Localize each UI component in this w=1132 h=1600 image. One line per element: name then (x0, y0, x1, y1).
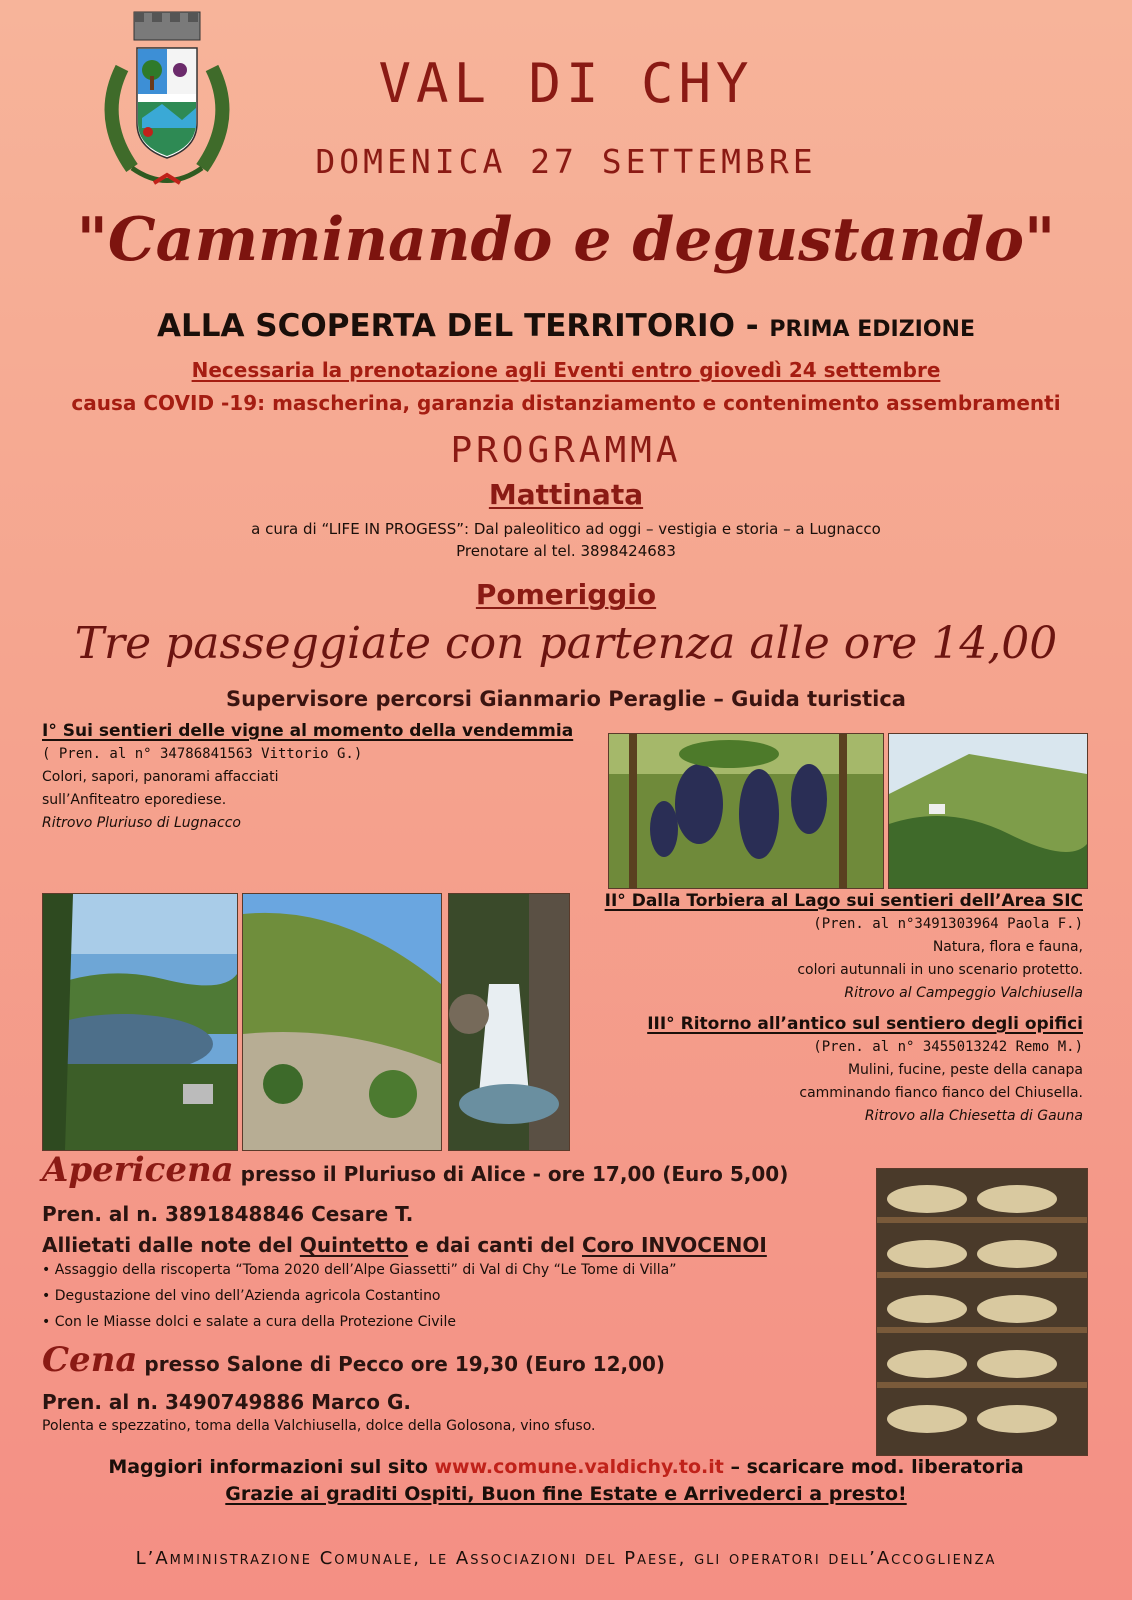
apericena-bullet-1: • Assaggio della riscoperta “Toma 2020 dell’Alpe Giassetti” di Val di Chy “Le Tome di Villa” (42, 1262, 677, 1278)
morning-booking: Prenotare al tel. 3898424683 (456, 542, 676, 560)
walk-3 (560, 1013, 1083, 1128)
walk-1 (42, 720, 602, 835)
afternoon-headline: Tre passeggiate con partenza alle ore 14,00 (74, 618, 1058, 669)
subtitle-edition: PRIMA EDIZIONE (769, 317, 975, 342)
grapes-photo (608, 733, 884, 889)
walk-3-title: III° Ritorno all’antico sul sentiero degli opifici (647, 1014, 1083, 1034)
thanks-line: Grazie ai graditi Ospiti, Buon fine Estate e Arrivederci a presto! (225, 1483, 907, 1505)
walk-2-booking: (Pren. al n°3491303964 Paola F.) (813, 916, 1083, 932)
walk-1-booking: ( Pren. al n° 34786841563 Vittorio G.) (42, 746, 363, 762)
cena-menu: Polenta e spezzatino, toma della Valchiusella, dolce della Golosona, vino sfuso. (42, 1418, 596, 1434)
programme-heading: PROGRAMMA (450, 430, 682, 471)
more-info: Maggiori informazioni sul sito www.comune.valdichy.to.it – scaricare mod. liberatoria (108, 1456, 1024, 1478)
walk-1-desc-2: sull’Anfiteatro eporediese. (42, 792, 227, 808)
event-title: VAL DI CHY (378, 52, 754, 115)
walk-3-desc-2: camminando fianco fianco del Chiusella. (799, 1085, 1083, 1101)
website-link[interactable]: www.comune.valdichy.to.it (434, 1456, 724, 1478)
hillside-photo (242, 893, 442, 1151)
apericena-music: Allietati dalle note del Quintetto e dai canti del Coro INVOCENOI (42, 1233, 767, 1257)
footer-credits: L’Amministrazione Comunale, le Associazioni del Paese, gli operatori dell’Accoglienza (135, 1548, 997, 1569)
event-date: DOMENICA 27 SETTEMBRE (315, 142, 817, 181)
event-subtitle (0, 308, 1132, 344)
apericena-details: presso il Pluriuso di Alice - ore 17,00 (Euro 5,00) (233, 1162, 789, 1186)
walk-3-booking: (Pren. al n° 3455013242 Remo M.) (813, 1039, 1083, 1055)
walk-2-desc-1: Natura, flora e fauna, (932, 939, 1083, 955)
cena-booking: Pren. al n. 3490749886 Marco G. (42, 1390, 411, 1414)
walk-3-meeting: Ritrovo alla Chiesetta di Gauna (864, 1108, 1083, 1124)
valley-photo (888, 733, 1088, 889)
cena-label: Cena (42, 1340, 138, 1380)
apericena-line (42, 1150, 788, 1190)
walk-3-desc-1: Mulini, fucine, peste della canapa (847, 1062, 1083, 1078)
morning-heading: Mattinata (488, 478, 644, 511)
cena-line (42, 1340, 665, 1380)
walk-1-meeting: Ritrovo Pluriuso di Lugnacco (42, 815, 241, 831)
walk-2-desc-2: colori autunnali in uno scenario protetto. (797, 962, 1083, 978)
subtitle-separator: - (734, 308, 770, 344)
afternoon-heading: Pomeriggio (475, 578, 657, 611)
walk-1-desc-1: Colori, sapori, panorami affacciati (42, 769, 279, 785)
walk-2-title: II° Dalla Torbiera al Lago sui sentieri dell’Area SIC (604, 891, 1083, 911)
apericena-bullet-3: • Con le Miasse dolci e salate a cura della Protezione Civile (42, 1314, 456, 1330)
walk-2-meeting: Ritrovo al Campeggio Valchiusella (844, 985, 1083, 1001)
apericena-label: Apericena (42, 1150, 234, 1190)
subtitle-main: ALLA SCOPERTA DEL TERRITORIO (157, 308, 735, 344)
apericena-booking: Pren. al n. 3891848846 Cesare T. (42, 1202, 414, 1226)
afternoon-supervisor: Supervisore percorsi Gianmario Peraglie – Guida turistica (226, 687, 906, 711)
morning-description: a cura di “LIFE IN PROGESS”: Dal paleolitico ad oggi – vestigia e storia – a Lugnacco (251, 520, 881, 538)
covid-note: causa COVID -19: mascherina, garanzia distanziamento e contenimento assembramenti (71, 391, 1061, 415)
cena-details: presso Salone di Pecco ore 19,30 (Euro 12,00) (137, 1352, 666, 1376)
waterfall-photo (448, 893, 570, 1151)
event-slogan: "Camminando e degustando" (76, 205, 1056, 275)
walk-2 (560, 890, 1083, 1005)
lake-photo (42, 893, 238, 1151)
cheese-cellar-photo (876, 1168, 1088, 1456)
walk-1-title: I° Sui sentieri delle vigne al momento della vendemmia (42, 721, 574, 741)
apericena-bullet-2: • Degustazione del vino dell’Azienda agricola Costantino (42, 1288, 441, 1304)
booking-deadline-note: Necessaria la prenotazione agli Eventi entro giovedì 24 settembre (191, 358, 941, 382)
